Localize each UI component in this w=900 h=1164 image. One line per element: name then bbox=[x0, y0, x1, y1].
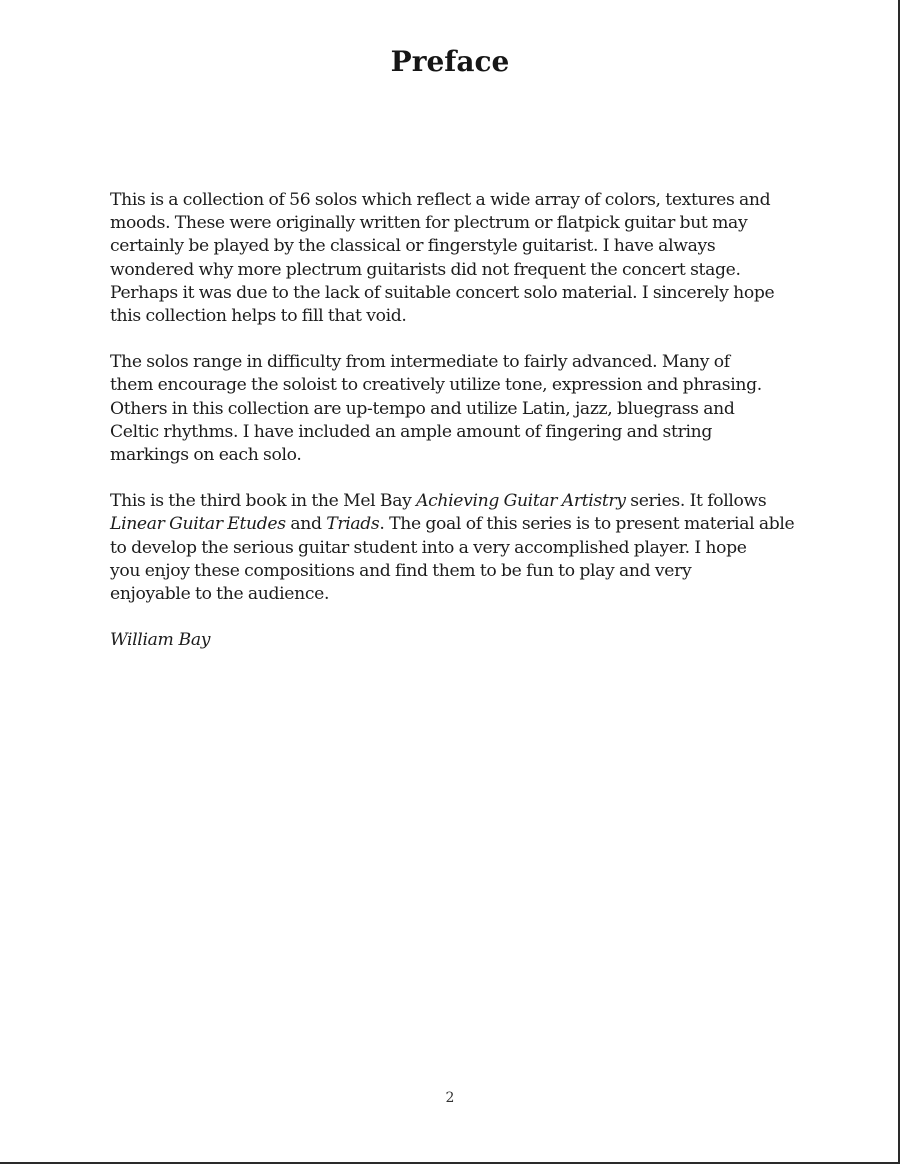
page-number: 2 bbox=[445, 1090, 455, 1106]
series-title: Achieving Guitar Artistry bbox=[416, 491, 626, 512]
text-line bbox=[110, 513, 800, 536]
text-line: Others in this collection are up-tempo and utilize Latin, jazz, bluegrass and bbox=[110, 398, 735, 419]
text-run: This is the third book in the Mel Bay bbox=[110, 491, 417, 512]
text-line: enjoyable to the audience. bbox=[110, 584, 330, 605]
text-line: you enjoy these compositions and find them to be fun to play and very bbox=[110, 560, 692, 581]
text-line: The solos range in difficulty from intermediate to fairly advanced. Many of bbox=[110, 352, 730, 373]
book-title: Linear Guitar Etudes bbox=[110, 514, 286, 535]
text-line: to develop the serious guitar student into a very accomplished player. I hope bbox=[110, 537, 747, 558]
text-run: series. It follows bbox=[625, 491, 767, 512]
text-line: This is a collection of 56 solos which reflect a wide array of colors, textures and bbox=[110, 190, 771, 210]
text-line: them encourage the soloist to creatively utilize tone, expression and phrasing. bbox=[110, 375, 762, 396]
text-line: certainly be played by the classical or fingerstyle guitarist. I have always bbox=[110, 236, 716, 257]
text-run: and bbox=[285, 514, 327, 535]
text-line: Perhaps it was due to the lack of suitable concert solo material. I sincerely hope bbox=[110, 282, 775, 303]
text-line: markings on each solo. bbox=[110, 445, 302, 466]
text-run: . The goal of this series is to present material able bbox=[379, 514, 795, 535]
paragraph-1 bbox=[110, 189, 800, 328]
text-line bbox=[110, 490, 800, 513]
page-title: Preface bbox=[390, 45, 510, 78]
text-line: Celtic rhythms. I have included an ample amount of fingering and string bbox=[110, 421, 712, 442]
text-line: moods. These were originally written for plectrum or flatpick guitar but may bbox=[110, 213, 748, 234]
book-title: Triads bbox=[326, 514, 380, 535]
author-signature: William Bay bbox=[110, 630, 211, 651]
paragraph-3 bbox=[110, 490, 800, 606]
text-line: this collection helps to fill that void. bbox=[110, 306, 407, 327]
paragraph-2 bbox=[110, 351, 800, 467]
preface-body bbox=[110, 189, 800, 652]
text-line: wondered why more plectrum guitarists did not frequent the concert stage. bbox=[110, 259, 741, 280]
